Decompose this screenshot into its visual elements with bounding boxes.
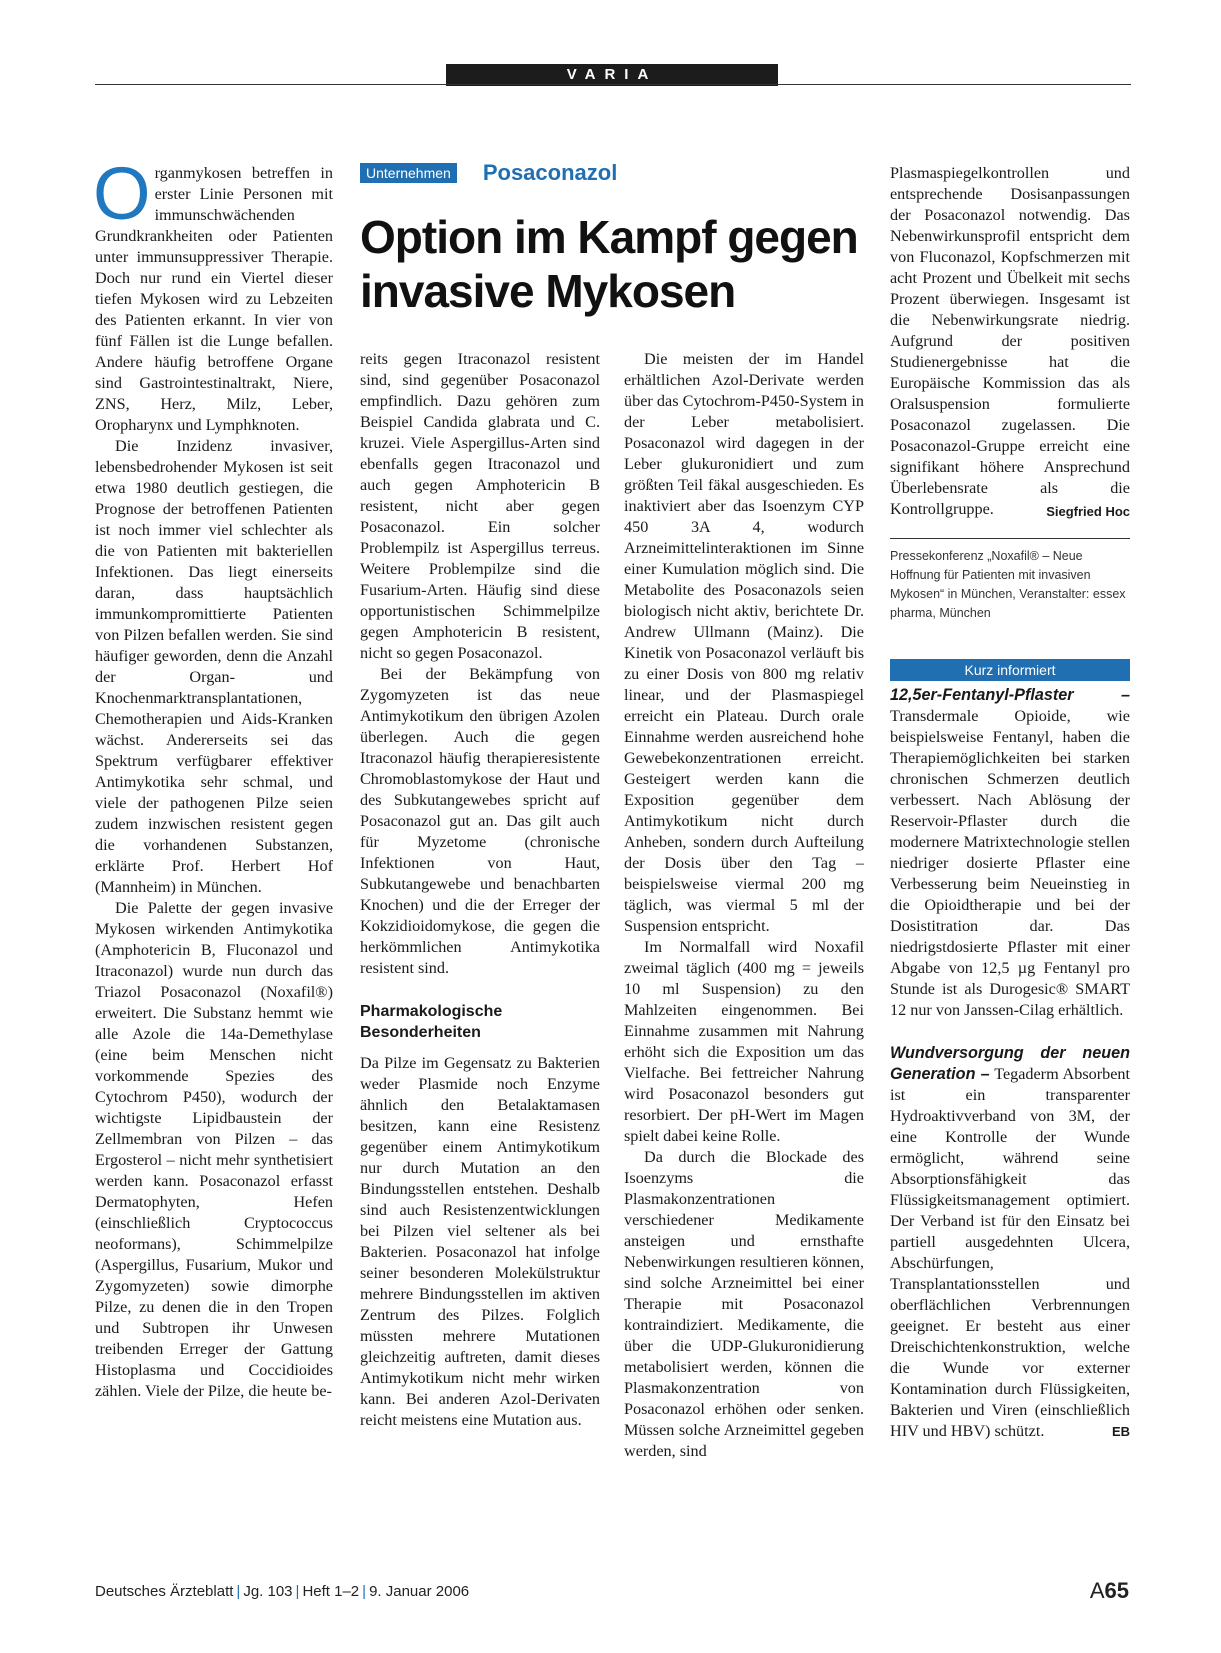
news-item-lead: 12,5er-Fentanyl-Pflaster – — [890, 686, 1130, 704]
author-initials: EB — [1111, 1424, 1130, 1439]
journal-volume: Jg. 103 — [243, 1583, 293, 1600]
section-label: VARIA — [446, 64, 778, 86]
paragraph: Bei der Bekämpfung von Zygomyzeten ist das neue Antimykotikum den übrigen Azolen überlegen. Auch die gegen Itraconazol häufig therapieresistente Chromoblastomykose der Haut und des Subkutangewebes spricht auf Posaconazol gut an. Das gilt auch für Myzetome (chronische Infektionen von Haut, Subkutangewebe und benachbarten Knochen) und die der Erreger der Kokzidioidomykose, die gegen die herkömmlichen Antimykotika resistent sind. — [360, 665, 600, 977]
drop-cap: O — [93, 152, 151, 235]
news-item-lead: Wundversorgung der neuen Generation – — [890, 1044, 1130, 1083]
news-item — [890, 1043, 1130, 1442]
news-item — [890, 685, 1130, 1021]
article-column-3 — [624, 349, 864, 1462]
paragraph: Da durch die Blockade des Isoenzyms die Plasmakonzentrationen verschiedener Medikamente ansteigen und ernsthafte Nebenwirkungen resultieren können, sind solche Arzneimittel bei einer Therapie mit Posaconazol kontraindiziert. Medikamente, die über die UDP-Glukuronidierung metabolisiert werden, können die Plasmakonzentration von Posaconazol erhöhen oder senken. Müssen solche Arzneimittel gegeben werden, sind — [624, 1148, 864, 1460]
journal-issue: Heft 1–2 — [302, 1583, 360, 1600]
page-number: A65 — [1089, 1578, 1129, 1603]
article-column-1 — [93, 152, 333, 1402]
paragraph: Da Pilze im Gegensatz zu Bakterien weder Plasmide noch Enzyme ähnlich den Betalaktamasen besitzen, kann eine Resistenz gegenüber einem Antimykotikum nur durch Mutation an den Bindungsstellen entstehen. Deshalb sind auch Resistenzentwicklungen bei Pilzen viel seltener als bei Bakterien. Posaconazol hat infolge seiner besonderen Molekülstruktur mehrere Bindungsstellen im aktiven Zentrum des Pilzes. Folglich müssten mehrere Mutationen gleichzeitig auftreten, damit dieses Antimykotikum nicht mehr wirken kann. Bei anderen Azol-Derivaten reicht meistens eine Mutation aus. — [360, 1054, 600, 1429]
paragraph: Organmykosen betreffen in erster Linie Personen mit immunschwächenden Grundkrankheiten oder Patienten unter immunsuppressiver Therapie. Doch nur rund ein Viertel dieser tiefen Mykosen wird zu Lebzeiten des Patienten erkannt. In vier von fünf Fällen ist die Lunge befallen. Andere häufig betroffene Organe sind Gastrointestinaltrakt, Niere, ZNS, Herz, Milz, Leber, Oropharynx und Lymphknoten. — [93, 152, 333, 434]
page-footer-citation: Deutsches Ärzteblatt | Jg. 103 | Heft 1–2 | 9. Januar 2006 — [95, 1583, 470, 1600]
author-name: Siegfried Hoc — [1046, 504, 1130, 519]
kurz-informiert-header: Kurz informiert — [890, 659, 1130, 681]
paragraph: reits gegen Itraconazol resistent sind, sind gegenüber Posaconazol empfindlich. Dazu gehören zum Beispiel Candida glabrata und C. kruzei. Viele Aspergillus-Arten sind ebenfalls gegen Itraconazol und auch gegen Amphotericin B resistent, nicht aber gegen Posaconazol. Ein solcher Problempilz ist Aspergillus terreus. Weitere Problempilze sind die Fusarium-Arten. Häufig sind diese opportunistischen Schimmelpilze gegen Amphotericin B resistent, nicht so gegen Posaconazol. — [360, 350, 600, 662]
news-item-text: Tegaderm Absorbent ist ein transparenter Hydroaktivverband von 3M, der eine Kontrolle der Wunde ermöglicht, während seine Absorptionsfähigkeit das Flüssigkeitsmanagement optimiert. Der Verband ist für den Einsatz bei partiell ausgedehnten Ulcera, Abschürfungen, Transplantationsstellen und oberflächlichen Verbrennungen geeignet. Er besteht aus einer Dreischichtenkonstruktion, welche die Wunde vor externer Kontamination durch Flüssigkeiten, Bakterien und Viren (einschließlich HIV und HBV) schützt. — [890, 1065, 1130, 1440]
paragraph: Im Normalfall wird Noxafil zweimal täglich (400 mg = jeweils 10 ml Suspension) zu den Mahlzeiten eingenommen. Bei Einnahme zusammen mit Nahrung erhöht sich die Exposition um das Vielfache. Bei fettreicher Nahrung wird Posaconazol besonders gut resorbiert. Der pH-Wert im Magen spielt dabei keine Rolle. — [624, 938, 864, 1145]
paragraph: Plasmaspiegelkontrollen und entsprechende Dosisanpassungen der Posaconazol notwendig. Das Nebenwirkunsprofil entspricht dem von Fluconazol, Kopfschmerzen mit acht Prozent und Übelkeit mit sechs Prozent überwiegen. Insgesamt ist die Nebenwirkungsrate niedrig. Aufgrund der positiven Studienergebnisse hat die Europäische Kommission das als Oralsuspension formulierte Posaconazol zugelassen. Die Posaconazol-Gruppe erreicht eine signifikant höhere Ansprechund Überlebensrate als die Kontrollgruppe. Siegfried Hoc — [890, 163, 1130, 520]
journal-name: Deutsches Ärzteblatt — [95, 1583, 234, 1600]
footnote-rule — [890, 538, 1130, 539]
issue-date: 9. Januar 2006 — [369, 1583, 470, 1600]
header-rule — [95, 84, 1131, 85]
press-conference-note: Pressekonferenz „Noxafil® – Neue Hoffnung für Patienten mit invasiven Mykosen“ in München, Veranstalter: essex pharma, München — [890, 549, 1126, 620]
paragraph: Die Inzidenz invasiver, lebensbedrohender Mykosen ist seit etwa 1980 deutlich gestiegen, die Prognose der betroffenen Patienten ist noch immer viel schlechter als die von Patienten mit bakteriellen Infektionen. Das liegt einerseits daran, dass hauptsächlich immunkompromittierte Patienten von Pilzen befallen werden. Sie sind häufiger geworden, denn die Anzahl der Organ- und Knochenmarktransplantationen, Chemotherapien und Aids-Kranken wächst. Andererseits sei das Spektrum verfügbarer effektiver Antimykotika sehr schmal, und viele der pathogenen Pilze seien zudem inzwischen resistent gegen die vorhandenen Substanzen, erklärte Prof. Herbert Hof (Mannheim) in München. — [95, 437, 333, 896]
article-tag-row — [360, 160, 860, 188]
category-tag: Unternehmen — [360, 163, 457, 183]
article-column-2 — [360, 349, 600, 1431]
news-item-text: Transdermale Opioide, wie beispielsweise Fentanyl, haben die Therapiemöglichkeiten bei starken chronischen Schmerzen deutlich verbessert. Nach Ablösung der Reservoir-Pflaster durch die modernere Matrixtechnologie stellen niedriger dosierte Pflaster eine Verbesserung beim Neueinstieg in die Opioidtherapie und bei der Dosistitration dar. Das niedrigstdosierte Pflaster mit einer Abgabe von 12,5 µg Fentanyl pro Stunde ist als Durogesic® SMART 12 nur von Janssen-Cilag erhältlich. — [890, 707, 1130, 1019]
article-kicker: Posaconazol — [482, 160, 618, 185]
article-headline: Option im Kampf gegen invasive Mykosen — [360, 211, 858, 317]
article-column-4 — [890, 163, 1130, 1442]
paragraph: Die meisten der im Handel erhältlichen Azol-Derivate werden über das Cytochrom-P450-System in der Leber metabolisiert. Posaconazol wird dagegen in der Leber glukuronidiert und zum größten Teil fäkal ausgeschieden. Es inaktiviert aber das Isoenzym CYP 450 3A 4, wodurch Arzneimittelinteraktionen im Sinne einer Kumulation möglich sind. Die Metabolite des Posaconazols seien biologisch nicht aktiv, berichtete Dr. Andrew Ullmann (Mainz). Die Kinetik von Posaconazol verläuft bis zu einer Dosis von 800 mg relativ linear, und der Plasmaspiegel erreicht ein Plateau. Durch orale Einnahme werden ausreichend hohe Gewebekonzentrationen erreicht. Gesteigert werden kann die Exposition gegenüber dem Antimykotikum nicht durch Anheben, sondern durch Aufteilung der Dosis über den Tag – beispielsweise viermal 200 mg täglich, was viermal 5 ml der Suspension entspricht. — [624, 350, 864, 935]
paragraph: Die Palette der gegen invasive Mykosen wirkenden Antimykotika (Amphotericin B, Fluconazol und Itraconazol) wurde nun durch das Triazol Posaconazol (Noxafil®) erweitert. Die Substanz hemmt wie alle Azole die 14a-Demethylase (eine beim Menschen nicht vorkommende Spezies des Cytochrom P450), wodurch der wichtigste Lipidbaustein der Zellmembran von Pilzen – das Ergosterol – nicht mehr synthetisiert werden kann. Posaconazol erfasst Dermatophyten, Hefen (einschließlich Cryptococcus neoformans), Schimmelpilze (Aspergillus, Fusarium, Mukor und Zygomyzeten) sowie dimorphe Pilze, zu denen die in den Tropen und Subtropen ihr Unwesen treibenden Erreger der Gattung Histoplasma und Coccidioides zählen. Viele der Pilze, die heute be- — [95, 899, 333, 1400]
section-subheading: Pharmakologische Besonderheiten — [360, 1003, 503, 1041]
